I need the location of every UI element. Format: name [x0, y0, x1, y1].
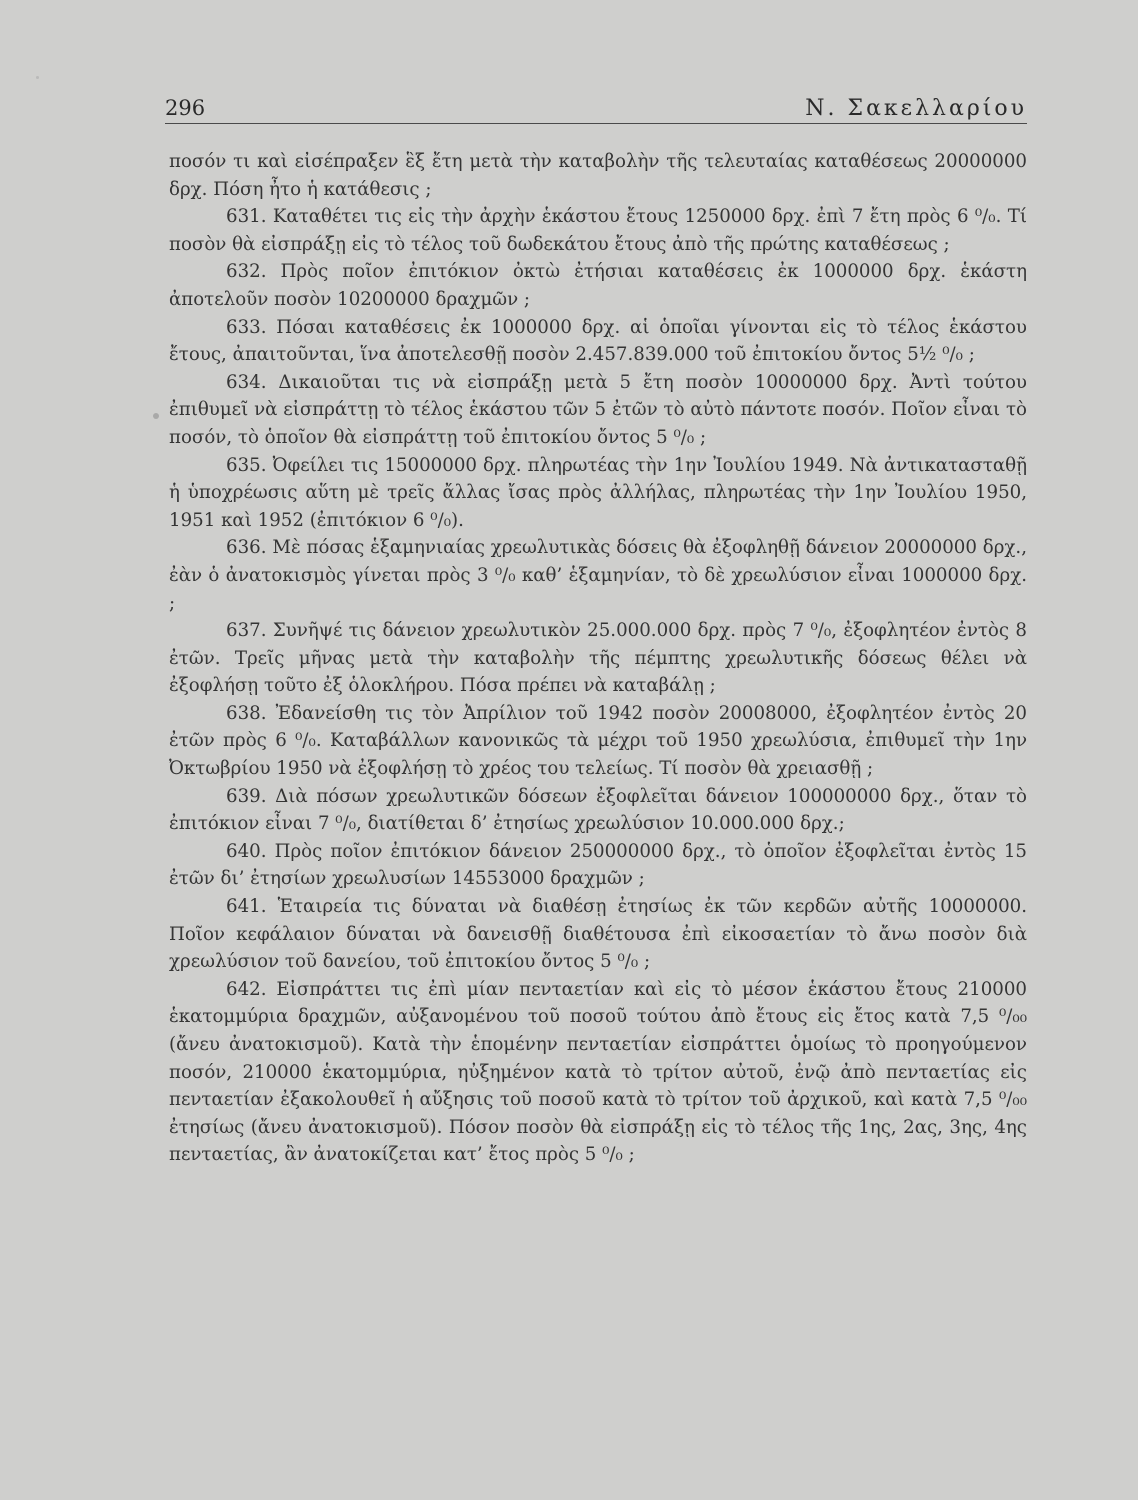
- problem-632: 632. Πρὸς ποῖον ἐπιτόκιον ὀκτὼ ἐτήσιαι καταθέσεις ἐκ 1000000 δρχ. ἑκάστη ἀποτελοῦν ποσὸν 10200000 δραχμῶν ;: [169, 261, 1027, 310]
- ink-speck: [153, 413, 159, 419]
- problem-631: 631. Καταθέτει τις εἰς τὴν ἀρχὴν ἑκάστου ἔτους 1250000 δρχ. ἐπὶ 7 ἔτη πρὸς 6 ⁰/₀. Τί ποσὸν θὰ εἰσπράξῃ εἰς τὸ τέλος τοῦ δωδεκάτου ἔτους ἀπὸ τῆς πρώτης καταθέσεως ;: [169, 206, 1027, 255]
- problem-637: 637. Συνῆψέ τις δάνειον χρεωλυτικὸν 25.000.000 δρχ. πρὸς 7 ⁰/₀, ἐξοφλητέον ἐντὸς 8 ἐτῶν. Τρεῖς μῆνας μετὰ τὴν καταβολὴν τῆς πέμπτης χρεωλυτικῆς δόσεως θέλει νὰ ἐξοφλήσῃ τοῦτο ἐξ ὁλοκλήρου. Πόσα πρέπει νὰ καταβάλῃ ;: [169, 620, 1027, 697]
- problem-641: 641. Ἑταιρεία τις δύναται νὰ διαθέσῃ ἐτησίως ἐκ τῶν κερδῶν αὐτῆς 10000000. Ποῖον κεφάλαιον δύναται νὰ δανεισθῇ διαθέτουσα ἐπὶ εἰκοσαετίαν τὸ ἄνω ποσὸν διὰ χρεωλύσιον τοῦ δανείου, τοῦ ἐπιτοκίου ὄντος 5 ⁰/₀ ;: [169, 896, 1027, 973]
- problem-633: 633. Πόσαι καταθέσεις ἐκ 1000000 δρχ. αἱ ὁποῖαι γίνονται εἰς τὸ τέλος ἑκάστου ἔτους, ἀπαιτοῦνται, ἵνα ἀποτελεσθῇ ποσὸν 2.457.839.000 τοῦ ἐπιτοκίου ὄντος 5½ ⁰/₀ ;: [169, 316, 1027, 366]
- problem-640: 640. Πρὸς ποῖον ἐπιτόκιον δάνειον 250000000 δρχ., τὸ ὁποῖον ἐξοφλεῖται ἐντὸς 15 ἐτῶν δι’ ἐτησίων χρεωλυσίων 14553000 δραχμῶν ;: [169, 840, 1027, 890]
- ink-speck: [36, 76, 39, 79]
- header-rule: [165, 123, 1027, 124]
- problem-635: 635. Ὀφείλει τις 15000000 δρχ. πληρωτέας τὴν 1ην Ἰουλίου 1949. Νὰ ἀντικατασταθῇ ἡ ὑποχρέωσις αὕτη μὲ τρεῖς ἄλλας ἴσας πρὸς ἀλλήλας, πληρωτέας τὴν 1ην Ἰουλίου 1950, 1951 καὶ 1952 (ἐπιτόκιον 6 ⁰/₀).: [169, 454, 1027, 531]
- body-text: [169, 148, 1027, 1169]
- problem-638: 638. Ἐδανείσθη τις τὸν Ἀπρίλιον τοῦ 1942 ποσὸν 20008000, ἐξοφλητέον ἐντὸς 20 ἐτῶν πρὸς 6 ⁰/₀. Καταβάλλων κανονικῶς τὰ μέχρι τοῦ 1950 χρεωλύσια, ἐπιθυμεῖ τὴν 1ην Ὀκτωβρίου 1950 νὰ ἐξοφλήσῃ τὸ χρέος του τελείως. Τί ποσὸν θὰ χρειασθῇ ;: [169, 702, 1027, 780]
- page-header: [165, 96, 1027, 124]
- paragraph-continuation: ποσόν τι καὶ εἰσέπραξεν ἓξ ἔτη μετὰ τὴν καταβολὴν τῆς τελευταίας καταθέσεως 20000000 δρχ. Πόση ἦτο ἡ κατάθεσις ;: [169, 151, 1027, 200]
- problem-634: 634. Δικαιοῦται τις νὰ εἰσπράξῃ μετὰ 5 ἔτη ποσὸν 10000000 δρχ. Ἀντὶ τούτου ἐπιθυμεῖ νὰ εἰσπράττῃ τὸ τέλος ἑκάστου τῶν 5 ἐτῶν τὸ αὐτὸ πάντοτε ποσόν. Ποῖον εἶναι τὸ ποσόν, τὸ ὁποῖον θὰ εἰσπράττῃ τοῦ ἐπιτοκίου ὄντος 5 ⁰/₀ ;: [169, 371, 1027, 448]
- page-number: 296: [165, 96, 206, 120]
- problem-636: 636. Μὲ πόσας ἑξαμηνιαίας χρεωλυτικὰς δόσεις θὰ ἐξοφληθῇ δάνειον 20000000 δρχ., ἐὰν ὁ ἀνατοκισμὸς γίνεται πρὸς 3 ⁰/₀ καθ’ ἑξαμηνίαν, τὸ δὲ χρεωλύσιον εἶναι 1000000 δρχ. ;: [169, 537, 1027, 614]
- problem-642: 642. Εἰσπράττει τις ἐπὶ μίαν πενταετίαν καὶ εἰς τὸ μέσον ἑκάστου ἔτους 210000 ἑκατομμύρια δραχμῶν, αὐξανομένου τοῦ ποσοῦ τούτου ἀπὸ ἔτους εἰς ἔτος κατὰ 7,5 ⁰/₀₀ (ἄνευ ἀνατοκισμοῦ). Κατὰ τὴν ἑπομένην πενταετίαν εἰσπράττει ὁμοίως τὸ προηγούμενον ποσόν, 210000 ἑκατομμύρια, ηὐξημένον κατὰ τὸ τρίτον αὐτοῦ, ἐνῷ ἀπὸ πενταετίας εἰς πενταετίαν ἐξακολουθεῖ ἡ αὔξησις τοῦ ποσοῦ κατὰ τὸ τρίτον τοῦ ἀρχικοῦ, καὶ κατὰ 7,5 ⁰/₀₀ ἐτησίως (ἄνευ ἀνατοκισμοῦ). Πόσον ποσὸν θὰ εἰσπράξῃ εἰς τὸ τέλος τῆς 1ης, 2ας, 3ης, 4ης πενταετίας, ἂν ἀνατοκίζεται κατ’ ἔτος πρὸς 5 ⁰/₀ ;: [169, 978, 1027, 1166]
- problem-639: 639. Διὰ πόσων χρεωλυτικῶν δόσεων ἐξοφλεῖται δάνειον 100000000 δρχ., ὅταν τὸ ἐπιτόκιον εἶναι 7 ⁰/₀, διατίθεται δ’ ἐτησίως χρεωλύσιον 10.000.000 δρχ.;: [169, 785, 1027, 835]
- running-head: Ν. Σακελλαρίου: [805, 96, 1027, 121]
